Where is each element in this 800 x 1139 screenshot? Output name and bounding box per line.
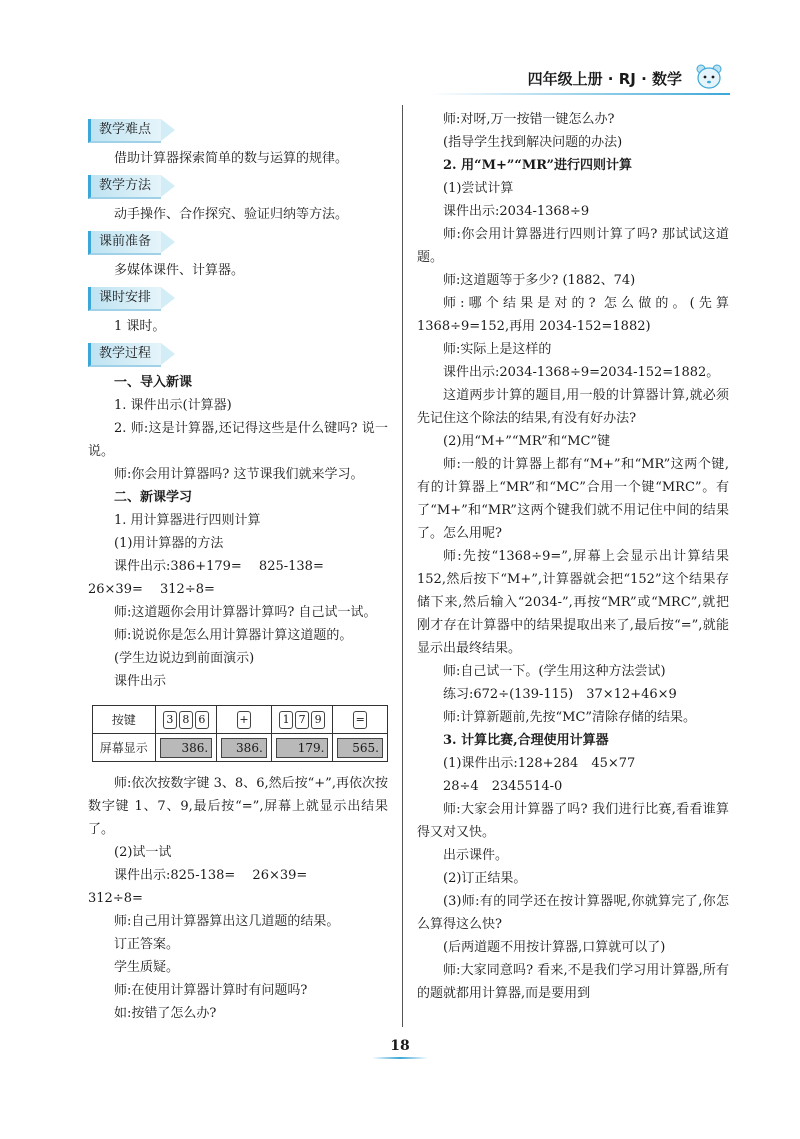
time-text: 1 课时。	[114, 319, 166, 334]
section-tag-method: 教学方法	[88, 175, 161, 199]
paragraph: 练习:672÷(139-115) 37×12+46×9	[443, 687, 677, 702]
difficulty-text: 借助计算器探索简单的数与运算的规律。	[114, 151, 349, 166]
heading-intro: 一、导入新课	[114, 375, 193, 390]
paragraph: 师:哪个结果是对的? 怎么做的。(先算 1368÷9=152,再用 2034-152=1882)	[417, 296, 729, 334]
paragraph: 师:说说你是怎么用计算器计算这道题的。	[114, 628, 353, 643]
key-icon: +	[237, 711, 251, 729]
screen-display: 386.	[160, 738, 213, 758]
paragraph: 师:计算新题前,先按“MC”清除存储的结果。	[443, 710, 697, 725]
subheading: 3. 计算比赛,合理使用计算器	[443, 733, 609, 748]
section-tag-time: 课时安排	[88, 287, 161, 311]
column-divider	[402, 105, 403, 1027]
paragraph: 师:自己试一下。(学生用这种方法尝试)	[443, 664, 666, 679]
paragraph: 课件出示	[114, 674, 167, 689]
screen-display: 565.	[337, 738, 383, 758]
paragraph: 师:先按“1368÷9=”,屏幕上会显示出计算结果 152,然后按下“M+”,计算器就会把“152”这个结果存储下来,然后输入“2034-”,再按“MR”或“MRC”,就把刚才存在计算器中的结果提取出来了,最后按“=”,就能显示出最终结果。	[417, 549, 729, 656]
paragraph: 订正答案。	[114, 937, 180, 952]
section-tag-process: 教学过程	[88, 343, 161, 367]
paragraph: 师:对呀,万一按错一键怎么办?	[443, 112, 615, 127]
key-icon: 6	[195, 711, 209, 729]
paragraph: 师:这道题等于多少? (1882、74)	[443, 273, 636, 288]
prep-text: 多媒体课件、计算器。	[114, 263, 245, 278]
header-rule	[430, 93, 730, 95]
table-cell-label: 按键	[93, 706, 156, 734]
bear-mascot-icon	[694, 62, 724, 90]
paragraph: (指导学生找到解决问题的办法)	[443, 135, 623, 150]
paragraph: 课件出示:386+179= 825-138=	[114, 559, 324, 574]
method-text: 动手操作、合作探究、验证归纳等方法。	[114, 207, 349, 222]
paragraph: 1. 课件出示(计算器)	[114, 398, 232, 413]
right-column	[417, 108, 729, 1005]
table-cell-screen	[155, 734, 217, 762]
paragraph: 师:大家会用计算器了吗? 我们进行比赛,看看谁算得又对又快。	[417, 802, 729, 840]
paragraph: 师:在使用计算器计算时有问题吗?	[114, 983, 308, 998]
left-column	[88, 108, 388, 1025]
paragraph: 课件出示:825-138= 26×39=	[114, 868, 308, 883]
key-icon: 9	[311, 711, 325, 729]
paragraph: 如:按错了怎么办?	[114, 1006, 217, 1021]
paragraph: 出示课件。	[443, 848, 509, 863]
key-icon: 7	[295, 711, 309, 729]
paragraph: (1)尝试计算	[443, 181, 514, 196]
paragraph: 师:大家同意吗? 看来,不是我们学习用计算器,所有的题就都用计算器,而是要用到	[417, 963, 729, 1001]
screen-display: 179.	[276, 738, 329, 758]
table-cell-label: 屏幕显示	[93, 734, 156, 762]
paragraph: 师:实际上是这样的	[443, 342, 552, 357]
key-icon: =	[353, 711, 367, 729]
table-cell-keys	[271, 706, 333, 734]
paragraph: 这道两步计算的题目,用一般的计算器计算,就必须先记住这个除法的结果,有没有好办法?	[417, 388, 729, 426]
paragraph: 学生质疑。	[114, 960, 180, 975]
table-cell-keys	[333, 706, 388, 734]
table-cell-screen	[333, 734, 388, 762]
key-icon: 3	[163, 711, 177, 729]
table-cell-screen	[271, 734, 333, 762]
table-row	[93, 706, 388, 734]
page-number-rule	[372, 1057, 428, 1059]
paragraph: 师:自己用计算器算出这几道题的结果。	[114, 914, 340, 929]
page-header	[400, 60, 730, 100]
heading-new-lesson: 二、新课学习	[114, 490, 193, 505]
paragraph: 28÷4 2345514-0	[443, 779, 563, 794]
page-number: 18	[390, 1038, 410, 1054]
paragraph: (学生边说边到前面演示)	[114, 651, 255, 666]
paragraph: 师:一般的计算器上都有“M+”和“MR”这两个键,有的计算器上“MR”和“MC”合用一个键“MRC”。有了“M+”和“MR”这两个键我们就不用记住中间的结果了。怎么用呢?	[417, 457, 729, 541]
paragraph: 师:依次按数字键 3、8、6,然后按“+”,再依次按数字键 1、7、9,最后按“=”,屏幕上就显示出结果了。	[88, 776, 388, 837]
key-icon: 1	[279, 711, 293, 729]
paragraph: (2)用“M+”“MR”和“MC”键	[443, 434, 611, 449]
key-icon: 8	[179, 711, 193, 729]
paragraph: (后两道题不用按计算器,口算就可以了)	[443, 940, 666, 955]
calculator-table	[92, 705, 388, 762]
paragraph: (3)师:有的同学还在按计算器呢,你就算完了,你怎么算得这么快?	[417, 894, 729, 932]
paragraph: 课件出示:2034-1368÷9	[443, 204, 590, 219]
paragraph: 1. 用计算器进行四则计算	[114, 513, 261, 528]
table-cell-keys	[217, 706, 272, 734]
section-tag-prep: 课前准备	[88, 231, 161, 255]
paragraph: (1)课件出示:128+284 45×77	[443, 756, 636, 771]
table-row	[93, 734, 388, 762]
header-title: 四年级上册 · RJ · 数学	[527, 70, 682, 88]
paragraph: (1)用计算器的方法	[114, 536, 224, 551]
paragraph: 26×39= 312÷8=	[88, 582, 215, 597]
paragraph: 师:你会用计算器吗? 这节课我们就来学习。	[114, 467, 364, 482]
paragraph: (2)试一试	[114, 845, 172, 860]
section-tag-difficulty: 教学难点	[88, 119, 161, 143]
paragraph: 师:你会用计算器进行四则计算了吗? 那试试这道题。	[417, 227, 729, 265]
paragraph: 师:这道题你会用计算器计算吗? 自己试一试。	[114, 605, 377, 620]
paragraph: 课件出示:2034-1368÷9=2034-152=1882。	[443, 365, 720, 380]
paragraph: (2)订正结果。	[443, 871, 527, 886]
paragraph: 312÷8=	[88, 891, 143, 906]
subheading: 2. 用“M+”“MR”进行四则计算	[443, 158, 633, 173]
screen-display: 386.	[221, 738, 267, 758]
paragraph: 2. 师:这是计算器,还记得这些是什么键吗? 说一说。	[88, 421, 388, 459]
table-cell-screen	[217, 734, 272, 762]
table-cell-keys	[155, 706, 217, 734]
